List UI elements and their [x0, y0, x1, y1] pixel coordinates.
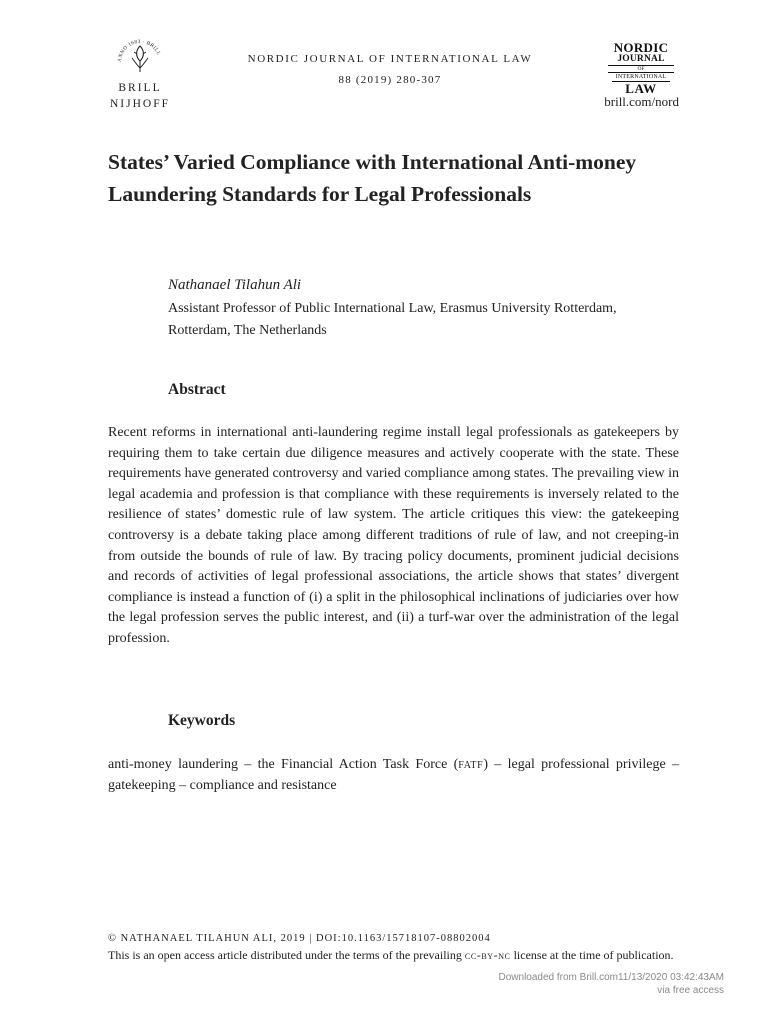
keywords-heading: Keywords: [168, 712, 236, 729]
publisher-logo: [108, 32, 172, 112]
journal-name: NORDIC JOURNAL OF INTERNATIONAL LAW: [247, 53, 533, 65]
download-watermark: [440, 971, 724, 997]
publisher-seal-text: ANNO 1683 · BRILL: [116, 38, 162, 63]
license-part-1: This is an open access article distributed under the terms of the prevailing: [108, 948, 465, 962]
journal-website-link[interactable]: brill.com/nord: [604, 94, 679, 109]
publisher-seal-icon: [113, 32, 167, 78]
journal-issue: 88 (2019) 280-307: [338, 74, 442, 86]
journal-logo-journal: JOURNAL: [617, 54, 665, 64]
license-acronym: cc-by-nc: [464, 948, 511, 962]
article-title: States’ Varied Compliance with International Anti-money Laundering Standards for Legal Professionals: [108, 150, 637, 206]
keywords-part-2: ) – legal professional privilege – gatekeeping – compliance and resistance: [108, 757, 679, 793]
license-statement: [108, 947, 683, 964]
keywords-part-1: anti-money laundering – the Financial Action Task Force (: [108, 757, 459, 772]
abstract-heading: Abstract: [168, 381, 226, 398]
author-affiliation: Assistant Professor of Public International Law, Erasmus University Rotterdam, Rotterdam, The Netherlands: [168, 301, 617, 338]
author-name: Nathanael Tilahun Ali: [168, 277, 302, 293]
publisher-name: BRILL: [118, 82, 162, 94]
journal-logo-nordic: NORDIC: [613, 40, 669, 55]
svg-text:ANNO 1683 · BRILL: [117, 39, 162, 62]
journal-logo-international: INTERNATIONAL: [615, 74, 667, 80]
access-info: via free access: [657, 985, 724, 996]
license-part-2: license at the time of publication.: [510, 948, 674, 962]
journal-logo-of: OF: [608, 65, 674, 73]
abstract-text: Recent reforms in international anti-laundering regime install legal professionals as gatekeepers by requiring them to take certain due diligence measures and actively cooperate with the state. These requirements have generated controversy and varied compliance among states. The prevailing view in legal academia and profession is that compliance with these requirements is inversely related to the resilience of states’ domestic rule of law system. The article critiques this view: the gatekeeping controversy is a debate taking place among different traditions of rule of law, and not creeping-in from outside the bounds of rule of law. By tracing policy documents, prominent judicial decisions and records of activities of legal professional associations, the article shows that states’ divergent compliance is instead a function of (i) a split in the philosophical inclinations of judiciaries over how the legal profession serves the public interest, and (ii) a turf-war over the administration of the legal profession.: [108, 425, 679, 646]
keywords-text: [108, 754, 679, 796]
journal-logo-law: LAW: [612, 81, 670, 95]
keywords-acronym: fatf: [458, 757, 484, 772]
download-info: Downloaded from Brill.com11/13/2020 03:42:43AM: [498, 972, 724, 983]
journal-logo: [604, 41, 678, 95]
copyright-doi-line: © NATHANAEL TILAHUN ALI, 2019 | DOI:10.1163/15718107-08802004: [108, 933, 491, 944]
publisher-imprint: NIJHOFF: [109, 98, 170, 110]
